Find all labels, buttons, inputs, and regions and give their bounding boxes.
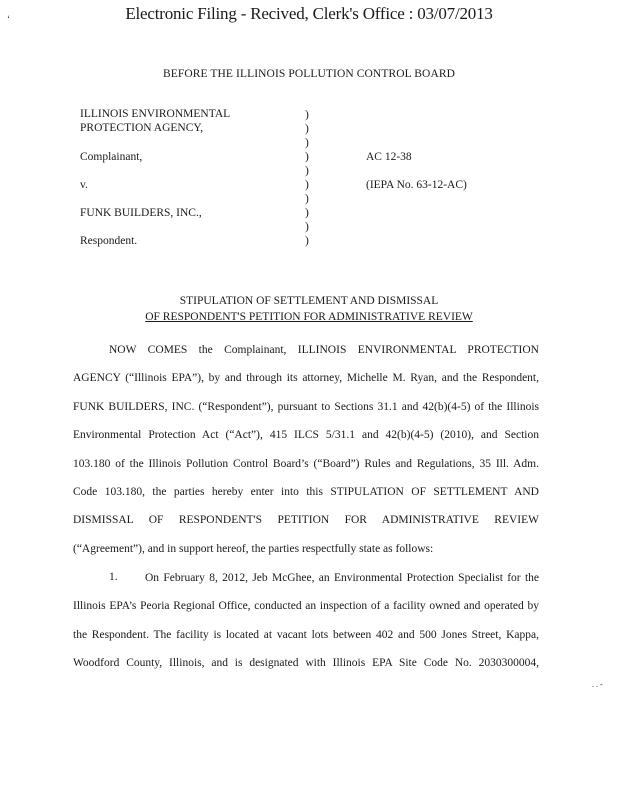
paren: ) xyxy=(305,123,309,135)
intro-line: (“Agreement”), and in support hereof, the parties respectfully state as follows: xyxy=(73,542,434,555)
paren: ) xyxy=(305,165,309,177)
versus-label: v. xyxy=(80,179,88,191)
paragraph-1-line: Illinois EPA’s Peoria Regional Office, conducted an inspection of a facility owned and operated by xyxy=(73,600,539,613)
paren: ) xyxy=(305,137,309,149)
paren: ) xyxy=(305,207,309,219)
document-title-line2: OF RESPONDENT'S PETITION FOR ADMINISTRATIVE REVIEW xyxy=(145,311,473,323)
paren: ) xyxy=(305,179,309,191)
paragraph-1-line: On February 8, 2012, Jeb McGhee, an Environmental Protection Specialist for the xyxy=(145,572,539,584)
paren: ) xyxy=(305,235,309,247)
scan-artifact-mark: ʻ xyxy=(7,14,10,24)
paragraph-1-line: Woodford County, Illinois, and is designated with Illinois EPA Site Code No. 2030300004, xyxy=(73,657,539,670)
scan-artifact-mark: . . - xyxy=(592,680,603,689)
intro-line: DISMISSAL OF RESPONDENT'S PETITION FOR ADMINISTRATIVE REVIEW xyxy=(73,514,539,527)
intro-line: NOW COMES the Complainant, ILLINOIS ENVIRONMENTAL PROTECTION xyxy=(109,344,539,356)
intro-line: FUNK BUILDERS, INC. (“Respondent”), pursuant to Sections 31.1 and 42(b)(4-5) of the Illinois xyxy=(73,400,539,413)
intro-line: Code 103.180, the parties hereby enter into this STIPULATION OF SETTLEMENT AND xyxy=(73,485,539,498)
complainant-name-line2: PROTECTION AGENCY, xyxy=(80,122,204,134)
paragraph-1-line: the Respondent. The facility is located at vacant lots between 402 and 500 Jones Street, Kappa, xyxy=(73,628,539,641)
complainant-name-line1: ILLINOIS ENVIRONMENTAL xyxy=(80,108,231,120)
iepa-number: (IEPA No. 63-12-AC) xyxy=(366,179,467,191)
paren: ) xyxy=(305,109,309,121)
paren: ) xyxy=(305,151,309,163)
respondent-role: Respondent. xyxy=(80,235,138,247)
intro-line: AGENCY (“Illinois EPA”), by and through its attorney, Michelle M. Ryan, and the Respondent, xyxy=(73,372,539,385)
intro-line: 103.180 of the Illinois Pollution Control Board’s (“Board”) Rules and Regulations, 35 Ill. Adm. xyxy=(73,457,539,470)
paragraph-1-number: 1. xyxy=(109,571,118,583)
paren: ) xyxy=(305,193,309,205)
paren: ) xyxy=(305,221,309,233)
board-heading: BEFORE THE ILLINOIS POLLUTION CONTROL BOARD xyxy=(162,68,456,80)
document-title-line1: STIPULATION OF SETTLEMENT AND DISMISSAL xyxy=(179,295,439,307)
case-number: AC 12-38 xyxy=(366,151,412,163)
paragraph-1 xyxy=(73,564,539,678)
intro-paragraph xyxy=(73,336,539,563)
intro-line: Environmental Protection Act (“Act”), 415 ILCS 5/31.1 and 42(b)(4-5) (2010), and Section xyxy=(73,429,539,442)
complainant-role: Complainant, xyxy=(80,151,143,163)
respondent-name: FUNK BUILDERS, INC., xyxy=(80,207,202,219)
filing-header: Electronic Filing - Recived, Clerk's Office : 03/07/2013 xyxy=(125,4,493,23)
